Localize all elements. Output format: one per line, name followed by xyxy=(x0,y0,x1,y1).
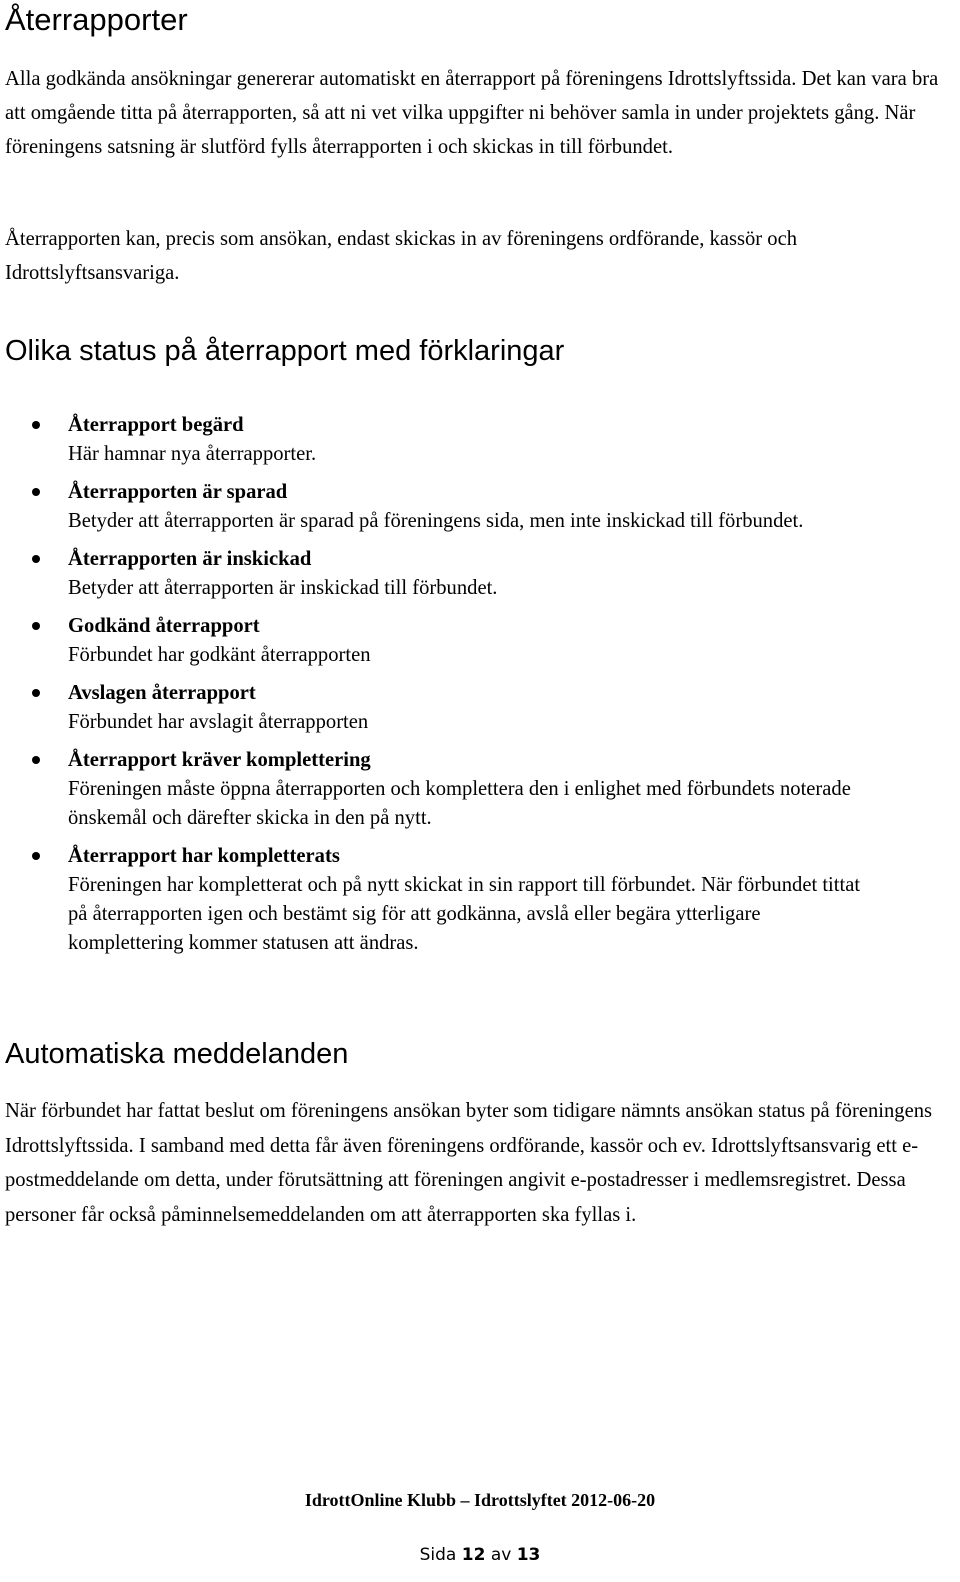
status-title: Avslagen återrapport xyxy=(68,682,256,704)
page-separator: av xyxy=(490,1545,512,1565)
status-title: Återrapporten är inskickad xyxy=(68,548,312,570)
page-title: Återrapporter xyxy=(5,2,188,37)
status-title: Återrapporten är sparad xyxy=(68,481,288,503)
status-item xyxy=(0,478,900,536)
status-description: Föreningen har kompletterat och på nytt skickat in sin rapport till förbundet. När förbundet tittat på återrapporten igen och bestämt sig för att godkänna, avslå eller begära ytterligare komplettering kommer statusen att ändras. xyxy=(68,874,861,954)
status-title: Godkänd återrapport xyxy=(68,615,260,637)
auto-messages-heading: Automatiska meddelanden xyxy=(5,1038,349,1070)
page-prefix: Sida xyxy=(419,1545,457,1565)
status-title: Återrapport har kompletterats xyxy=(68,845,340,867)
auto-messages-paragraph: När förbundet har fattat beslut om föreningens ansökan byter som tidigare nämnts ansökan status på föreningens Idrottslyftssida. I samband med detta får även föreningens ordförande, kassör och ev. Idrottslyftsansvarig ett e-postmeddelande om detta, under förutsättning att föreningen angivit e-postadresser i medlemsregistret. Dessa personer får också påminnelsemeddelanden om att återrapporten ska fyllas i. xyxy=(5,1100,933,1226)
status-description: Betyder att återrapporten är sparad på föreningens sida, men inte inskickad till förbundet. xyxy=(68,510,804,532)
status-item xyxy=(0,842,900,958)
status-description: Här hamnar nya återrapporter. xyxy=(68,443,317,465)
bullet-icon xyxy=(32,488,40,496)
page-number xyxy=(0,1545,960,1565)
footer-title: IdrottOnline Klubb – Idrottslyftet 2012-06-20 xyxy=(304,1490,656,1510)
bullet-icon xyxy=(32,756,40,764)
status-title: Återrapport begärd xyxy=(68,414,244,436)
page-total: 13 xyxy=(516,1545,541,1565)
page-current: 12 xyxy=(461,1545,486,1565)
intro-paragraph: Alla godkända ansökningar genererar automatiskt en återrapport på föreningens Idrottslyftssida. Det kan vara bra att omgående titta på återrapporten, så att ni vet vilka uppgifter ni behöver samla in under projektets gång. När föreningens satsning är slutförd fylls återrapporten i och skickas in till förbundet. xyxy=(5,68,939,158)
status-description: Betyder att återrapporten är inskickad till förbundet. xyxy=(68,577,498,599)
bullet-icon xyxy=(32,421,40,429)
bullet-icon xyxy=(32,622,40,630)
status-description: Föreningen måste öppna återrapporten och komplettera den i enlighet med förbundets noterade önskemål och därefter skicka in den på nytt. xyxy=(68,778,851,829)
status-item xyxy=(0,545,900,603)
status-item xyxy=(0,411,900,469)
status-list xyxy=(0,411,900,967)
bullet-icon xyxy=(32,555,40,563)
status-description: Förbundet har avslagit återrapporten xyxy=(68,711,369,733)
sender-paragraph: Återrapporten kan, precis som ansökan, endast skickas in av föreningens ordförande, kassör och Idrottslyftsansvariga. xyxy=(5,228,798,284)
bullet-icon xyxy=(32,852,40,860)
status-heading: Olika status på återrapport med förklaringar xyxy=(5,335,565,367)
bullet-icon xyxy=(32,689,40,697)
status-item xyxy=(0,679,900,737)
status-item xyxy=(0,746,900,833)
status-item xyxy=(0,612,900,670)
status-description: Förbundet har godkänt återrapporten xyxy=(68,644,371,666)
status-title: Återrapport kräver komplettering xyxy=(68,749,371,771)
